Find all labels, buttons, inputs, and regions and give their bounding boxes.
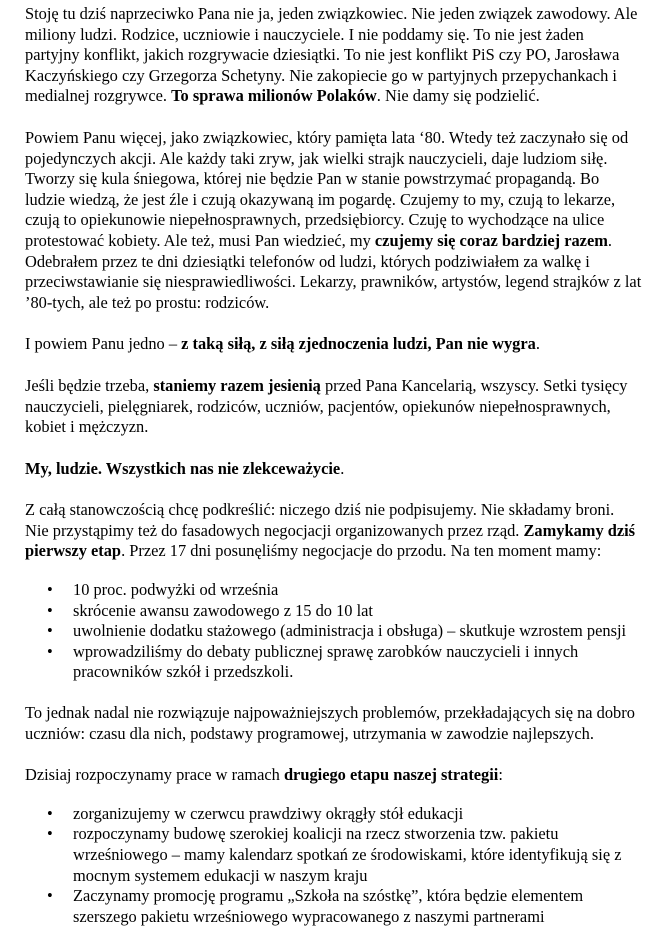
achievements-list xyxy=(25,580,642,683)
list-item: • uwolnienie dodatku stażowego (administracja i obsługa) – skutkuje wzrostem pensji xyxy=(25,621,642,642)
paragraph-4 xyxy=(25,376,642,438)
paragraph-4-tail: przed Pana Kancelarią, wszyscy. Setki tysięcy nauczycieli, pielęgniarek, rodziców, uczniów, pacjentów, opiekunów niepełnosprawnych, kobiet i mężczyzn. xyxy=(25,375,628,437)
paragraph-6-bold: Zamykamy dziś pierwszy etap xyxy=(25,520,636,561)
paragraph-2-bold: czujemy się coraz bardziej razem xyxy=(374,230,608,250)
paragraph-8 xyxy=(25,765,642,786)
list-item: • Zaczynamy promocję programu „Szkoła na szóstkę”, która będzie elementem szerszego pakietu wrześniowego wypracowanego z naszymi partnerami xyxy=(25,886,642,927)
paragraph-4-bold: staniemy razem jesienią xyxy=(153,375,321,395)
paragraph-3 xyxy=(25,334,642,355)
paragraph-2-tail: . Odebrałem przez te dni dziesiątki telefonów od ludzi, których podziwiałem za walkę i przeciwstawianie się niesprawiedliwości. Lekarzy, prawników, artystów, legend strajków z lat ’80-tych, ale też po prostu: rodziców. xyxy=(25,230,642,312)
list-item: • wprowadziliśmy do debaty publicznej sprawę zarobków nauczycieli i innych pracowników szkół i przedszkoli. xyxy=(25,642,642,683)
paragraph-1-tail: . Nie damy się podzielić. xyxy=(376,86,540,106)
paragraph-5-tail: . xyxy=(340,458,345,478)
list-item: • skrócenie awansu zawodowego z 15 do 10 lat xyxy=(25,601,642,622)
paragraph-5-bold: My, ludzie. Wszystkich nas nie zlekceważycie xyxy=(25,458,341,478)
paragraph-1 xyxy=(25,4,642,107)
paragraph-4-text: Jeśli będzie trzeba, xyxy=(25,375,154,395)
paragraph-7: To jednak nadal nie rozwiązuje najpoważniejszych problemów, przekładających się na dobro uczniów: czasu dla nich, podstawy programowej, utrzymania w zawodzie najlepszych. xyxy=(25,703,635,743)
paragraph-8-text: Dzisiaj rozpoczynamy prace w ramach xyxy=(25,765,284,785)
list-item: • zorganizujemy w czerwcu prawdziwy okrągły stół edukacji xyxy=(25,804,642,825)
paragraph-2-text: Powiem Panu więcej, jako związkowiec, który pamięta lata ‘80. Wtedy też zaczynało się od pojedynczych akcji. Ale każdy taki zryw, jak wielki strajk nauczycieli, daje ludziom siłę. Tworzy się kula śniegowa, której nie będzie Pan w stanie powstrzymać propagandą. Bo ludzie wiedzą, że jest źle i czują okazywaną im pogardę. Czujemy to my, czują to lekarze, czują to opiekunowie niepełnosprawnych, przedsiębiorcy. Czuję to wychodzące na ulice protestować kobiety. Ale też, musi Pan wiedzieć, my xyxy=(25,127,629,250)
paragraph-2 xyxy=(25,128,642,313)
paragraph-6-tail: . Przez 17 dni posunęliśmy negocjacje do przodu. Na ten moment mamy: xyxy=(121,541,602,561)
paragraph-5 xyxy=(25,459,642,480)
paragraph-8-tail: : xyxy=(498,765,503,785)
paragraph-1-bold: To sprawa milionów Polaków xyxy=(171,86,377,106)
strategy-list xyxy=(25,804,642,927)
paragraph-3-text: I powiem Panu jedno – xyxy=(25,334,182,354)
paragraph-3-tail: . xyxy=(535,334,540,354)
paragraph-3-bold: z taką siłą, z siłą zjednoczenia ludzi, Pan nie wygra xyxy=(181,334,536,354)
paragraph-6-text: Z całą stanowczością chcę podkreślić: niczego dziś nie podpisujemy. Nie składamy broni. Nie przystąpimy też do fasadowych negocjacji organizowanych przez rząd. xyxy=(25,500,615,540)
list-item: • 10 proc. podwyżki od września xyxy=(25,580,642,601)
paragraph-1-text: Stoję tu dziś naprzeciwko Pana nie ja, jeden związkowiec. Nie jeden związek zawodowy. Ale miliony ludzi. Rodzice, uczniowie i nauczyciele. I nie poddamy się. To nie jest żaden partyjny konflikt, jakich rozgrywacie dziesiątki. To nie jest konflikt PiS czy PO, Jarosława Kaczyńskiego czy Grzegorza Schetyny. Nie zakopiecie go w partyjnych przepychankach i medialnej rozgrywce. xyxy=(25,4,638,106)
paragraph-8-bold: drugiego etapu naszej strategii xyxy=(283,765,499,785)
paragraph-6 xyxy=(25,500,642,562)
list-item: • rozpoczynamy budowę szerokiej koalicji na rzecz stworzenia tzw. pakietu wrześniowego – mamy kalendarz spotkań ze środowiskami, które identyfikują się z mocnym systemem edukacji w naszym kraju xyxy=(25,824,642,886)
